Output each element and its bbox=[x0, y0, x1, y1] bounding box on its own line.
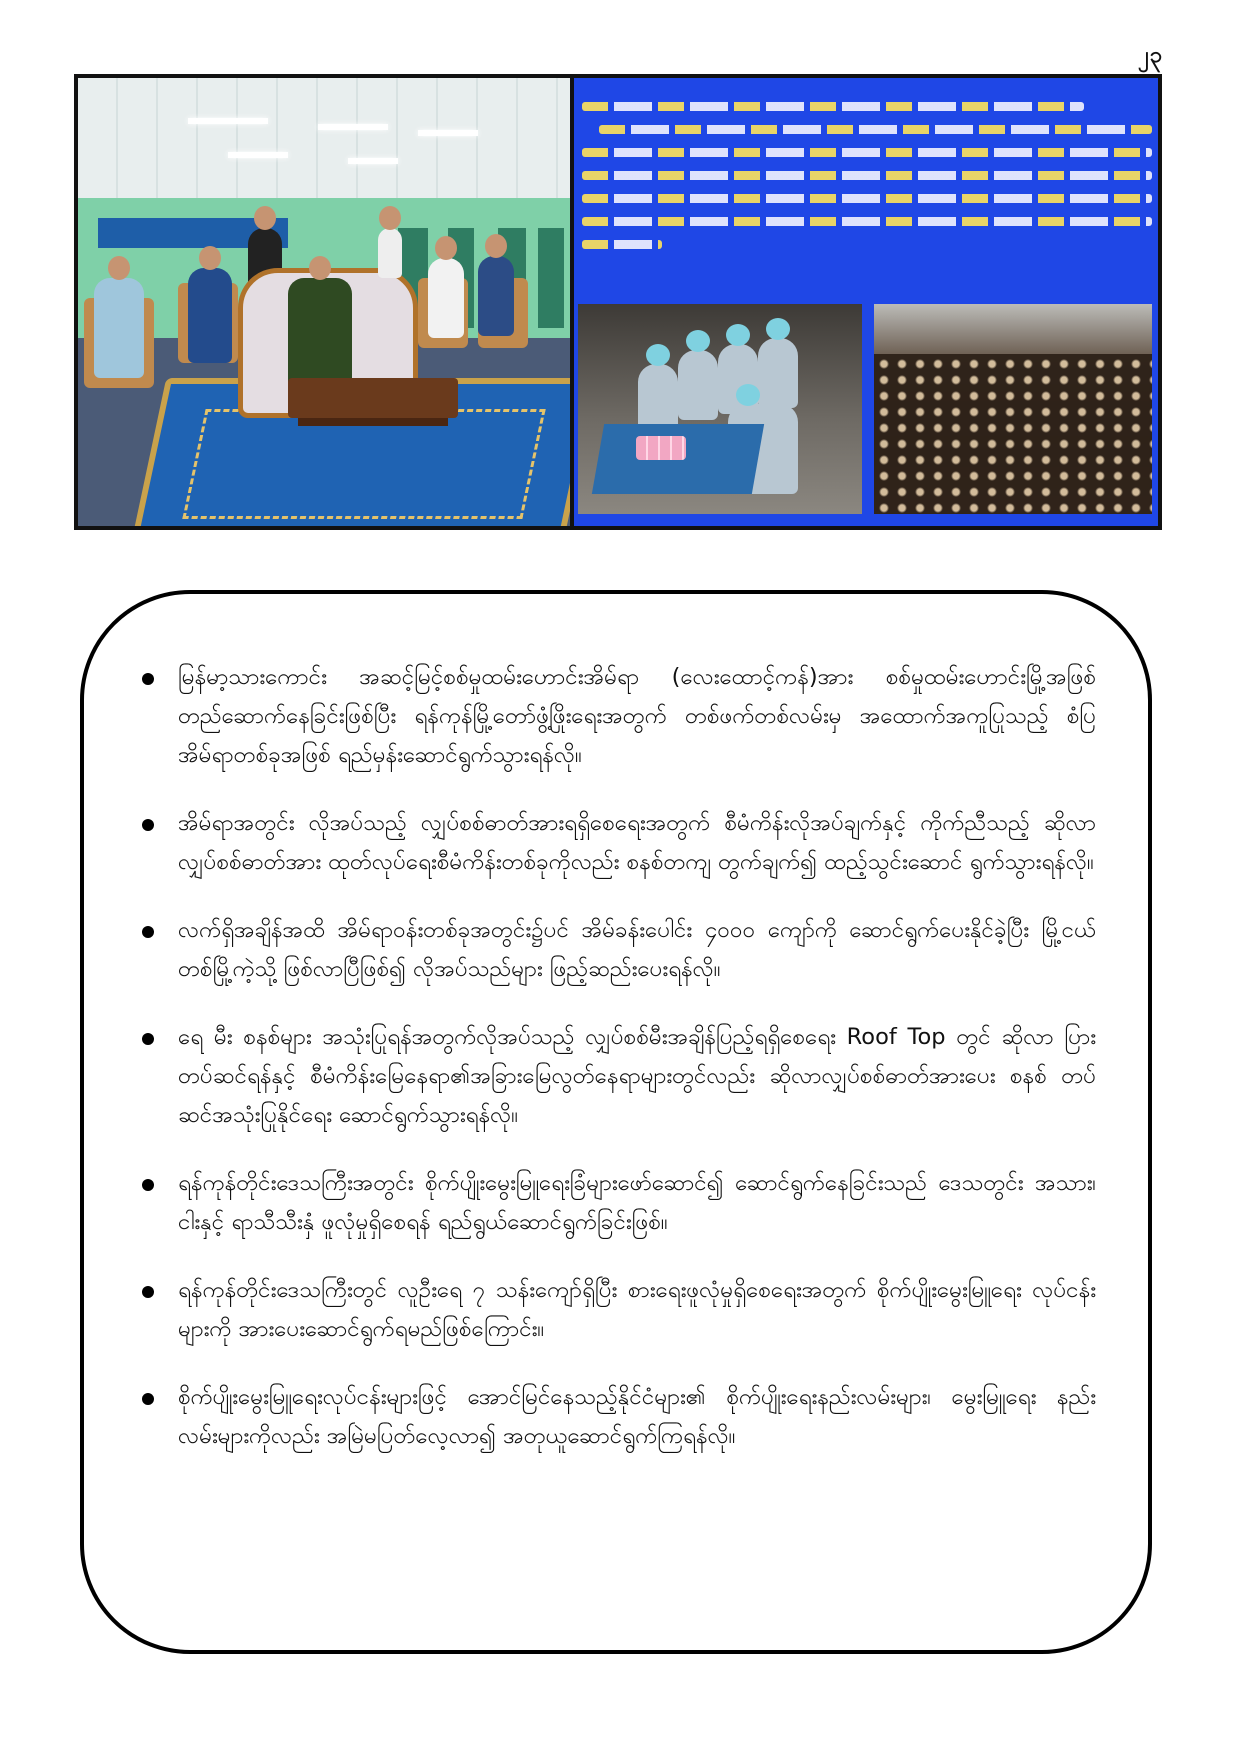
bullet-icon bbox=[142, 926, 154, 938]
bullet-text: ရန်ကုန်တိုင်းဒေသကြီးအတွင်း စိုက်ပျိုးမွေးမြူရေးခြံများဖော်ဆောင်၍ ဆောင်ရွက်နေခြင်းသည် ဒေသတွင်း အသား၊ ငါးနှင့် ရာသီသီးနှံ ဖူလုံမှုရှိစေရန် ရည်ရွယ်ဆောင်ရွက်ခြင်းဖြစ်။ bbox=[178, 1170, 1096, 1235]
content-box bbox=[80, 590, 1152, 1654]
bullet-icon bbox=[142, 673, 154, 685]
photo-strip bbox=[74, 74, 1162, 530]
bullet-icon bbox=[142, 1286, 154, 1298]
bullet-text: လက်ရှိအချိန်အထိ အိမ်ရာဝန်းတစ်ခုအတွင်း၌ပင် အိမ်ခန်းပေါင်း ၄၀၀၀ ကျော်ကို ဆောင်ရွက်ပေးနိုင်ခဲ့ပြီး မြို့ငယ်တစ်မြို့ကဲ့သို့ ဖြစ်လာပြီဖြစ်၍ လိုအပ်သည်များ ဖြည့်ဆည်းပေးရန်လို။ bbox=[178, 917, 1096, 982]
bullet-text: ရန်ကုန်တိုင်းဒေသကြီးတွင် လူဦးရေ ၇ သန်းကျော်ရှိပြီး စားရေးဖူလုံမှုရှိစေရေးအတွက် စိုက်ပျိုးမွေးမြူရေး လုပ်ငန်းများကို အားပေးဆောင်ရွက်ရမည်ဖြစ်ကြောင်း။ bbox=[178, 1277, 1096, 1342]
list-item bbox=[142, 1164, 1096, 1242]
page-number: ၂၃ bbox=[1138, 43, 1164, 68]
list-item bbox=[142, 911, 1096, 989]
bullet-text: အိမ်ရာအတွင်း လိုအပ်သည့် လျှပ်စစ်ဓာတ်အားရရှိစေရေးအတွက် စီမံကိန်းလိုအပ်ချက်နှင့် ကိုက်ညီသည့် ဆိုလာလျှပ်စစ်ဓာတ်အား ထုတ်လုပ်ရေးစီမံကိန်းတစ်ခုကိုလည်း စနစ်တကျ တွက်ချက်၍ ထည့်သွင်းဆောင် ရွက်သွားရန်လို။ bbox=[178, 810, 1096, 875]
list-item bbox=[142, 1018, 1096, 1135]
bullet-list bbox=[142, 658, 1096, 1485]
bullet-icon bbox=[142, 1179, 154, 1191]
list-item bbox=[142, 804, 1096, 882]
list-item bbox=[142, 658, 1096, 775]
bullet-icon bbox=[142, 819, 154, 831]
slide-workers-photo bbox=[578, 304, 862, 514]
slide-ducks-photo bbox=[874, 304, 1152, 514]
bullet-icon bbox=[142, 1033, 154, 1045]
bullet-icon bbox=[142, 1393, 154, 1405]
list-item bbox=[142, 1271, 1096, 1349]
bullet-text: စိုက်ပျိုးမွေးမြူရေးလုပ်ငန်းများဖြင့် အောင်မြင်နေသည့်နိုင်ငံများ၏ စိုက်ပျိုးရေးနည်းလမ်းများ၊ မွေးမြူရေး နည်းလမ်းများကိုလည်း အမြဲမပြတ်လေ့လာ၍ အတုယူဆောင်ရွက်ကြရန်လို။ bbox=[178, 1384, 1096, 1449]
bullet-text: မြန်မာ့သားကောင်း အဆင့်မြင့်စစ်မှုထမ်းဟောင်းအိမ်ရာ (လေးထောင့်ကန်)အား စစ်မှုထမ်းဟောင်းမြို့အဖြစ် တည်ဆောက်နေခြင်းဖြစ်ပြီး ရန်ကုန်မြို့တော်ဖွံ့ဖြိုးရေးအတွက် တစ်ဖက်တစ်လမ်းမှ အထောက်အကူပြုသည့် စံပြအိမ်ရာတစ်ခုအဖြစ် ရည်မှန်းဆောင်ရွက်သွားရန်လို။ bbox=[178, 664, 1096, 768]
list-item bbox=[142, 1378, 1096, 1456]
bullet-text: ရေ မီး စနစ်များ အသုံးပြုရန်အတွက်လိုအပ်သည့် လျှပ်စစ်မီးအချိန်ပြည့်ရရှိစေရေး Roof Top တွင် ဆိုလာ ပြားတပ်ဆင်ရန်နှင့် စီမံကိန်းမြေနေရာ၏အခြားမြေလွတ်နေရာများတွင်လည်း ဆိုလာလျှပ်စစ်ဓာတ်အားပေး စနစ် တပ်ဆင်အသုံးပြုနိုင်ရေး ဆောင်ရွက်သွားရန်လို။ bbox=[178, 1024, 1096, 1128]
meeting-hall-photo bbox=[78, 78, 574, 526]
presentation-slide-photo bbox=[574, 78, 1158, 526]
